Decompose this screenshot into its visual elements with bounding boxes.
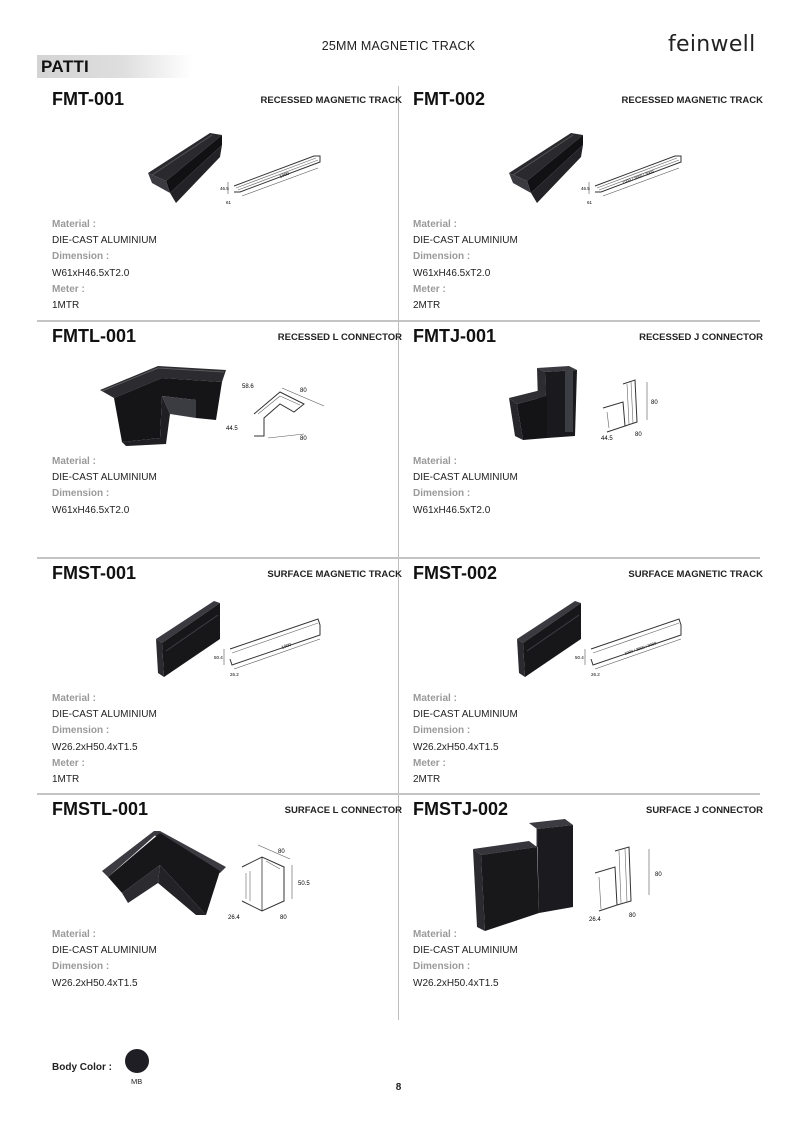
material-label: Material :: [52, 693, 96, 704]
material-value: DIE-CAST ALUMINIUM: [52, 945, 157, 957]
meter-label: Meter :: [413, 283, 446, 295]
dimension-label: Dimension :: [52, 961, 110, 973]
product-code: FMST-002: [413, 563, 498, 583]
dim-height: 50.4: [214, 655, 223, 660]
product-type: SURFACE MAGNETIC TRACK: [628, 569, 763, 580]
product-type: SURFACE L CONNECTOR: [284, 805, 402, 816]
material-label: Material :: [413, 456, 457, 467]
dimension-label: Dimension :: [52, 488, 110, 500]
product-card-fmst-001: [52, 563, 402, 793]
dimension-label: Dimension :: [52, 725, 110, 737]
dimension-label: Dimension :: [413, 725, 471, 737]
material-label: Material :: [413, 693, 457, 704]
surface-j-connector-render-icon: [469, 819, 579, 935]
dim-width: 26.2: [230, 672, 239, 677]
dim-right-bottom: 80: [300, 436, 307, 442]
recessed-track-render-icon: [509, 131, 585, 205]
dimension-value: W26.2xH50.4xT1.5: [52, 977, 138, 989]
product-type: RECESSED J CONNECTOR: [639, 332, 763, 343]
surface-track-render-icon: [515, 599, 583, 679]
meter-value: 1MTR: [52, 774, 80, 786]
dimension-value: W61xH46.5xT2.0: [413, 267, 491, 279]
material-value: DIE-CAST ALUMINIUM: [52, 472, 157, 484]
dim-width: 26.4: [228, 915, 240, 921]
dim-depth: 80: [635, 432, 642, 438]
category-label: PATTI: [41, 57, 90, 76]
product-card-fmt-002: [413, 89, 763, 319]
dimension-label: Dimension :: [52, 251, 110, 263]
surface-j-connector-drawing: [589, 843, 677, 923]
brand-logo: feinwell: [668, 32, 756, 57]
meter-label: Meter :: [52, 283, 85, 295]
surface-l-connector-drawing: [228, 839, 332, 919]
meter-label: Meter :: [413, 757, 446, 769]
color-swatch-icon: [125, 1049, 149, 1073]
recessed-track-drawing: [583, 144, 693, 204]
product-type: SURFACE J CONNECTOR: [645, 805, 763, 816]
dim-height: 50.4: [575, 655, 584, 660]
dim-left: 44.5: [226, 426, 238, 432]
product-card-fmtj-001: [413, 326, 763, 556]
dim-top: 58.6: [242, 384, 254, 390]
dim-depth: 80: [280, 915, 287, 921]
product-specs: [52, 691, 157, 788]
dim-height: 46.5: [581, 186, 590, 191]
product-card-fmstj-002: [413, 799, 763, 1029]
material-label: Material :: [52, 456, 96, 467]
product-type: SURFACE MAGNETIC TRACK: [267, 569, 402, 580]
dimension-label: Dimension :: [413, 961, 471, 973]
row-divider-1: [37, 320, 760, 322]
material-value: DIE-CAST ALUMINIUM: [52, 709, 157, 721]
product-type: RECESSED L CONNECTOR: [277, 332, 402, 343]
dimension-label: Dimension :: [413, 488, 471, 500]
dim-width: 26.4: [589, 917, 601, 923]
recessed-l-connector-render-icon: [100, 362, 228, 446]
row-divider-2: [37, 557, 760, 559]
meter-value: 2MTR: [413, 300, 441, 312]
material-value: DIE-CAST ALUMINIUM: [413, 472, 518, 484]
recessed-j-connector-render-icon: [507, 366, 587, 444]
dimension-value: W26.2xH50.4xT1.5: [413, 977, 499, 989]
meter-label: Meter :: [52, 757, 85, 769]
product-type: RECESSED MAGNETIC TRACK: [260, 95, 402, 106]
row-divider-3: [37, 793, 760, 795]
surface-l-connector-render-icon: [100, 829, 228, 917]
surface-track-drawing: [216, 613, 332, 679]
dim-height: 80: [655, 872, 662, 878]
recessed-track-drawing: [222, 144, 332, 204]
product-code: FMSTJ-002: [413, 799, 509, 819]
recessed-j-connector-drawing: [599, 376, 675, 446]
product-code: FMTJ-001: [413, 326, 497, 346]
dim-depth: 80: [629, 913, 636, 919]
dimension-label: Dimension :: [413, 251, 471, 263]
product-specs: [52, 454, 157, 519]
material-label: Material :: [413, 219, 457, 230]
dim-length: 1000: [280, 641, 292, 650]
meter-value: 2MTR: [413, 774, 441, 786]
product-specs: [413, 691, 518, 788]
dim-right-top: 80: [300, 388, 307, 394]
product-code: FMST-001: [52, 563, 137, 583]
recessed-l-connector-drawing: [224, 374, 334, 446]
product-card-fmt-001: [52, 89, 402, 319]
product-specs: [413, 454, 518, 519]
dim-top: 80: [278, 849, 285, 855]
dim-width: 61: [226, 200, 232, 205]
dim-height: 50.5: [298, 881, 310, 887]
dim-length: 1000 / 2000 / 3000: [621, 168, 655, 185]
dim-length: 1000: [278, 170, 290, 179]
category-band: [37, 55, 192, 78]
dimension-value: W61xH46.5xT2.0: [413, 504, 491, 516]
page-number: 8: [395, 1082, 402, 1093]
dim-length: 1000 / 2000 / 3000: [623, 640, 657, 656]
dim-width: 26.2: [591, 672, 600, 677]
material-value: DIE-CAST ALUMINIUM: [413, 709, 518, 721]
document-title: 25MM MAGNETIC TRACK: [321, 39, 476, 53]
product-specs: [413, 927, 518, 992]
product-code: FMTL-001: [52, 326, 137, 346]
dimension-value: W26.2xH50.4xT1.5: [52, 741, 138, 753]
product-type: RECESSED MAGNETIC TRACK: [621, 95, 763, 106]
recessed-track-render-icon: [148, 131, 224, 205]
surface-track-drawing: [577, 613, 693, 679]
dim-height: 80: [651, 400, 658, 406]
product-specs: [52, 927, 157, 992]
swatch-label: MB: [131, 1077, 143, 1086]
dim-width: 44.5: [601, 436, 613, 442]
material-label: Material :: [52, 219, 96, 230]
material-label: Material :: [413, 929, 457, 940]
product-specs: [52, 217, 157, 314]
material-value: DIE-CAST ALUMINIUM: [413, 235, 518, 247]
dimension-value: W26.2xH50.4xT1.5: [413, 741, 499, 753]
material-value: DIE-CAST ALUMINIUM: [413, 945, 518, 957]
product-card-fmstl-001: [52, 799, 402, 1029]
product-card-fmst-002: [413, 563, 763, 793]
dim-height: 46.5: [220, 186, 229, 191]
material-label: Material :: [52, 929, 96, 940]
product-code: FMSTL-001: [52, 799, 149, 819]
surface-track-render-icon: [154, 599, 222, 679]
dim-width: 61: [587, 200, 593, 205]
dimension-value: W61xH46.5xT2.0: [52, 504, 130, 516]
product-card-fmtl-001: [52, 326, 402, 556]
body-color-label: Body Color :: [52, 1062, 112, 1073]
material-value: DIE-CAST ALUMINIUM: [52, 235, 157, 247]
product-code: FMT-001: [52, 89, 125, 109]
dimension-value: W61xH46.5xT2.0: [52, 267, 130, 279]
meter-value: 1MTR: [52, 300, 80, 312]
product-specs: [413, 217, 518, 314]
product-code: FMT-002: [413, 89, 486, 109]
